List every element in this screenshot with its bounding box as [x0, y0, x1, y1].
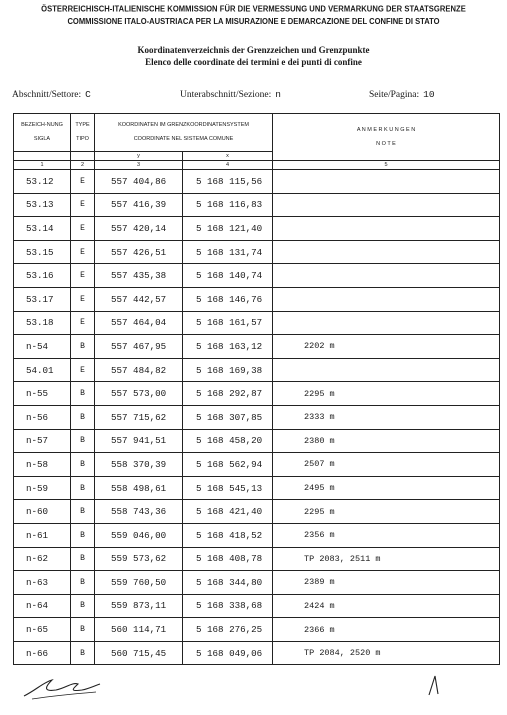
- row-type: B: [71, 476, 95, 500]
- row-y: 557 484,82: [95, 358, 183, 382]
- row-id: 53.18: [14, 311, 71, 335]
- column-number-3: 3: [95, 161, 183, 170]
- row-note: 2295 m: [273, 500, 500, 524]
- table-row: [14, 594, 500, 618]
- row-note: TP 2083, 2511 m: [273, 547, 500, 571]
- row-id: n-59: [14, 476, 71, 500]
- row-y: 557 573,00: [95, 382, 183, 406]
- subsection-label: Unterabschnitt/Sezione:: [180, 90, 272, 100]
- page-field: [369, 89, 435, 100]
- row-type: B: [71, 500, 95, 524]
- column-header-id-blank: [14, 152, 71, 161]
- table-row: [14, 405, 500, 429]
- row-id: n-58: [14, 453, 71, 477]
- row-note: TP 2084, 2520 m: [273, 641, 500, 665]
- page-label: Seite/Pagina:: [369, 90, 420, 100]
- row-note: 2507 m: [273, 453, 500, 477]
- table-row: [14, 523, 500, 547]
- row-y: 560 715,45: [95, 641, 183, 665]
- row-type: B: [71, 618, 95, 642]
- row-x: 5 168 458,20: [183, 429, 273, 453]
- row-note: [273, 358, 500, 382]
- row-y: 557 426,51: [95, 240, 183, 264]
- subsection-value: n: [275, 89, 281, 100]
- column-header-notes: [273, 114, 500, 161]
- row-x: 5 168 161,57: [183, 311, 273, 335]
- row-x: 5 168 338,68: [183, 594, 273, 618]
- table-row: [14, 382, 500, 406]
- row-note: 2356 m: [273, 523, 500, 547]
- row-y: 557 404,86: [95, 170, 183, 194]
- row-note: 2295 m: [273, 382, 500, 406]
- row-id: n-65: [14, 618, 71, 642]
- row-y: 559 873,11: [95, 594, 183, 618]
- row-note: 2333 m: [273, 405, 500, 429]
- row-id: n-55: [14, 382, 71, 406]
- row-id: 53.17: [14, 287, 71, 311]
- row-note: [273, 240, 500, 264]
- table-row: [14, 571, 500, 595]
- column-header-id-it: SIGLA: [33, 136, 51, 142]
- row-note: 2424 m: [273, 594, 500, 618]
- row-y: 557 442,57: [95, 287, 183, 311]
- row-type: E: [71, 170, 95, 194]
- section-value: C: [85, 89, 91, 100]
- row-note: [273, 193, 500, 217]
- row-id: n-54: [14, 335, 71, 359]
- row-type: E: [71, 217, 95, 241]
- document-title-german: Koordinatenverzeichnis der Grenzzeichen und Grenzpunkte: [137, 45, 370, 55]
- row-type: E: [71, 358, 95, 382]
- table-row: [14, 287, 500, 311]
- table-row: [14, 240, 500, 264]
- row-type: B: [71, 571, 95, 595]
- row-type: B: [71, 335, 95, 359]
- table-row: [14, 429, 500, 453]
- coordinates-table: [13, 113, 500, 665]
- row-y: 558 370,39: [95, 453, 183, 477]
- row-x: 5 168 418,52: [183, 523, 273, 547]
- row-type: B: [71, 594, 95, 618]
- row-note: 2495 m: [273, 476, 500, 500]
- table-row: [14, 335, 500, 359]
- row-x: 5 168 121,40: [183, 217, 273, 241]
- row-x: 5 168 146,76: [183, 287, 273, 311]
- table-row: [14, 358, 500, 382]
- column-number-5: 5: [273, 161, 500, 170]
- initial-mark: [426, 674, 442, 696]
- column-header-type: [71, 114, 95, 152]
- column-number-1: 1: [14, 161, 71, 170]
- column-header-coordinates-de: KOORDINATEN IM GRENZKOORDINATENSYSTEM: [118, 122, 249, 128]
- table-row: [14, 453, 500, 477]
- signature-scribble: [22, 672, 102, 702]
- row-note: 2202 m: [273, 335, 500, 359]
- row-x: 5 168 545,13: [183, 476, 273, 500]
- row-note: [273, 217, 500, 241]
- section-field: [12, 89, 91, 100]
- table-row: [14, 170, 500, 194]
- page-value: 10: [423, 89, 435, 100]
- row-id: n-63: [14, 571, 71, 595]
- table-row: [14, 193, 500, 217]
- table-row: [14, 311, 500, 335]
- row-note: [273, 311, 500, 335]
- row-id: 53.15: [14, 240, 71, 264]
- row-x: 5 168 163,12: [183, 335, 273, 359]
- row-note: 2389 m: [273, 571, 500, 595]
- row-note: [273, 287, 500, 311]
- table-row: [14, 264, 500, 288]
- row-id: n-60: [14, 500, 71, 524]
- row-y: 559 760,50: [95, 571, 183, 595]
- row-y: 559 046,00: [95, 523, 183, 547]
- row-y: 557 420,14: [95, 217, 183, 241]
- row-x: 5 168 307,85: [183, 405, 273, 429]
- row-x: 5 168 131,74: [183, 240, 273, 264]
- row-x: 5 168 408,78: [183, 547, 273, 571]
- row-x: 5 168 421,40: [183, 500, 273, 524]
- row-id: 53.16: [14, 264, 71, 288]
- row-y: 557 467,95: [95, 335, 183, 359]
- row-note: 2366 m: [273, 618, 500, 642]
- column-header-y: y: [95, 152, 183, 161]
- section-label: Abschnitt/Settore:: [12, 90, 82, 100]
- row-note: 2380 m: [273, 429, 500, 453]
- row-type: B: [71, 547, 95, 571]
- column-header-id-de: BEZEICH-NUNG: [21, 122, 63, 128]
- column-header-coordinates: [95, 114, 273, 152]
- row-x: 5 168 344,80: [183, 571, 273, 595]
- column-header-id: [14, 114, 71, 152]
- row-id: n-61: [14, 523, 71, 547]
- row-x: 5 168 562,94: [183, 453, 273, 477]
- row-id: n-57: [14, 429, 71, 453]
- row-id: 54.01: [14, 358, 71, 382]
- row-x: 5 168 169,38: [183, 358, 273, 382]
- row-y: 560 114,71: [95, 618, 183, 642]
- row-x: 5 168 115,56: [183, 170, 273, 194]
- row-y: 558 743,36: [95, 500, 183, 524]
- row-x: 5 168 140,74: [183, 264, 273, 288]
- row-type: B: [71, 641, 95, 665]
- table-row: [14, 476, 500, 500]
- row-type: E: [71, 311, 95, 335]
- row-type: B: [71, 429, 95, 453]
- table-row: [14, 500, 500, 524]
- row-id: 53.12: [14, 170, 71, 194]
- row-y: 557 416,39: [95, 193, 183, 217]
- column-header-type-blank: [71, 152, 95, 161]
- row-type: B: [71, 405, 95, 429]
- row-id: n-62: [14, 547, 71, 571]
- column-header-type-it: TIPO: [76, 136, 89, 142]
- table-row: [14, 618, 500, 642]
- document-title-italian: Elenco delle coordinate dei termini e dei punti di confine: [145, 57, 362, 67]
- row-y: 559 573,62: [95, 547, 183, 571]
- row-x: 5 168 276,25: [183, 618, 273, 642]
- row-y: 558 498,61: [95, 476, 183, 500]
- table-row: [14, 217, 500, 241]
- row-id: 53.14: [14, 217, 71, 241]
- column-header-x: x: [183, 152, 273, 161]
- column-header-coordinates-it: COORDINATE NEL SISTEMA COMUNE: [133, 136, 234, 142]
- row-id: n-64: [14, 594, 71, 618]
- column-number-2: 2: [71, 161, 95, 170]
- row-note: [273, 264, 500, 288]
- column-header-notes-it: N O T E: [376, 140, 396, 147]
- row-y: 557 464,04: [95, 311, 183, 335]
- row-y: 557 941,51: [95, 429, 183, 453]
- table-row: [14, 641, 500, 665]
- row-id: 53.13: [14, 193, 71, 217]
- row-id: n-66: [14, 641, 71, 665]
- row-type: E: [71, 193, 95, 217]
- commission-title-german: ÖSTERREICHISCH-ITALIENISCHE KOMMISSION FÜR DIE VERMESSUNG UND VERMARKUNG DER STAATSGRENZE: [41, 3, 466, 14]
- row-note: [273, 170, 500, 194]
- row-x: 5 168 292,87: [183, 382, 273, 406]
- row-type: E: [71, 264, 95, 288]
- row-id: n-56: [14, 405, 71, 429]
- column-header-type-de: TYPE: [75, 122, 90, 128]
- column-header-notes-de: A N M E R K U N G E N: [356, 126, 416, 133]
- row-type: B: [71, 382, 95, 406]
- row-x: 5 168 116,83: [183, 193, 273, 217]
- table-row: [14, 547, 500, 571]
- column-number-4: 4: [183, 161, 273, 170]
- row-y: 557 435,38: [95, 264, 183, 288]
- row-type: E: [71, 240, 95, 264]
- subsection-field: [180, 89, 281, 100]
- row-type: B: [71, 453, 95, 477]
- commission-title-italian: COMMISSIONE ITALO-AUSTRIACA PER LA MISURAZIONE E DEMARCAZIONE DEL CONFINE DI STATO: [67, 16, 440, 27]
- row-type: E: [71, 287, 95, 311]
- row-x: 5 168 049,06: [183, 641, 273, 665]
- row-y: 557 715,62: [95, 405, 183, 429]
- row-type: B: [71, 523, 95, 547]
